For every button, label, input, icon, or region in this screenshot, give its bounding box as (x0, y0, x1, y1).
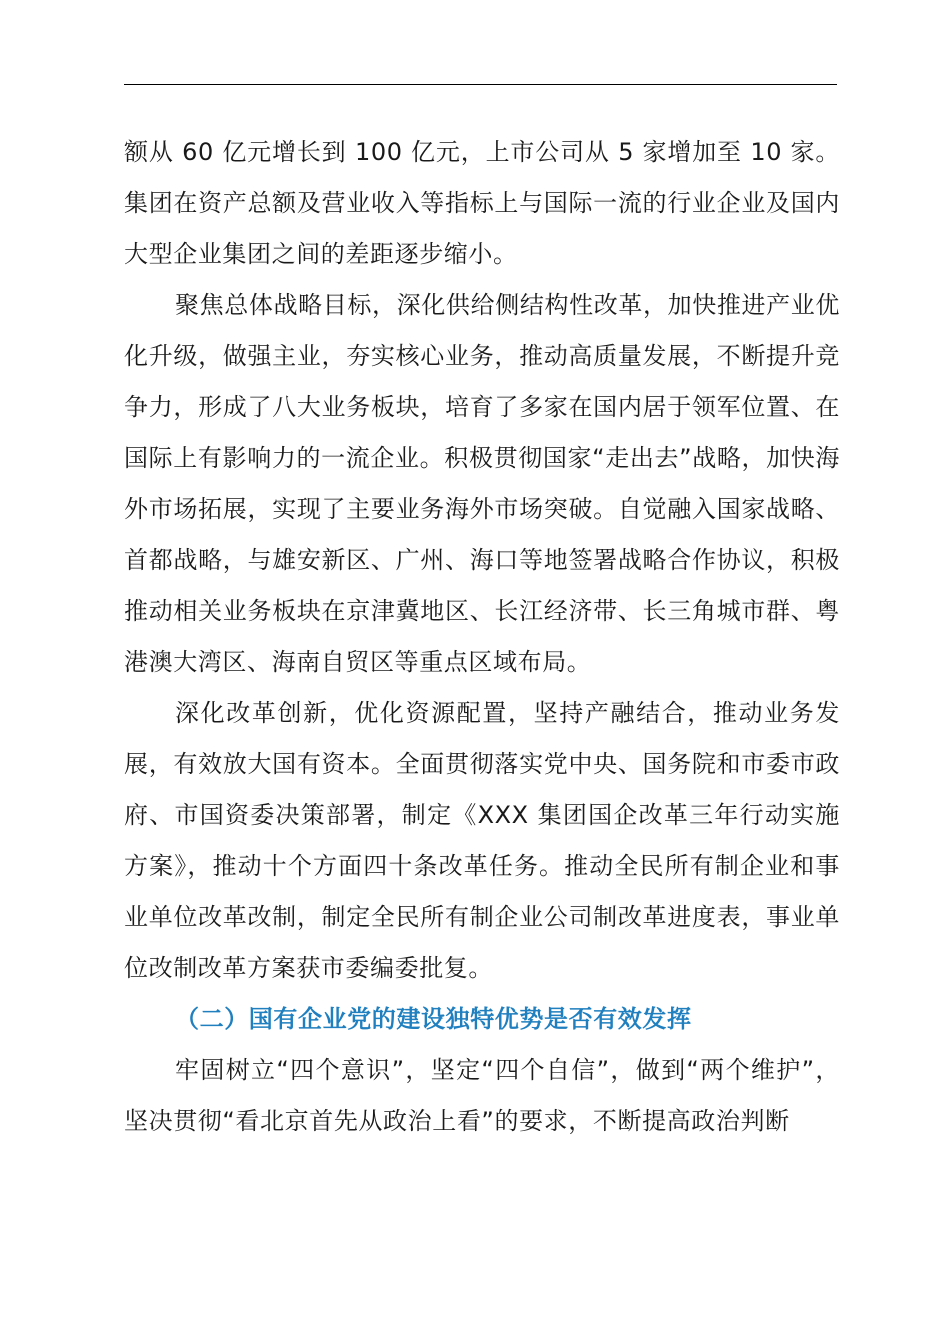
section-heading: （二）国有企业党的建设独特优势是否有效发挥 (175, 1005, 692, 1033)
paragraph-reform: 深化改革创新，优化资源配置，坚持产融结合，推动业务发展，有效放大国有资本。全面贯彻落实党中央、国务院和市委市政府、市国资委决策部署，制定《XXX 集团国企改革三年行动实施方案》，推动十个方面四十条改革任务。推动全民所有制企业和事业单位改革改制，制定全民所有制企业公司制改革进度表，事业单位改制改革方案获市委编委批复。 (124, 699, 840, 982)
paragraph-strategy: 聚焦总体战略目标，深化供给侧结构性改革，加快推进产业优化升级，做强主业，夯实核心业务，推动高质量发展，不断提升竞争力，形成了八大业务板块，培育了多家在国内居于领军位置、在国际上有影响力的一流企业。积极贯彻国家“走出去”战略，加快海外市场拓展，实现了主要业务海外市场突破。自觉融入国家战略、首都战略，与雄安新区、广州、海口等地签署战略合作协议，积极推动相关业务板块在京津冀地区、长江经济带、长三角城市群、粤港澳大湾区、海南自贸区等重点区域布局。 (124, 291, 840, 676)
header-rule (124, 84, 837, 85)
paragraph-closing: 牢固树立“四个意识”，坚定“四个自信”，做到“两个维护”，坚决贯彻“看北京首先从政治上看”的要求，不断提高政治判断 (124, 1056, 840, 1135)
paragraph-continuation: 额从 60 亿元增长到 100 亿元，上市公司从 5 家增加至 10 家。集团在资产总额及营业收入等指标上与国际一流的行业企业及国内大型企业集团之间的差距逐步缩小。 (124, 138, 840, 268)
document-body (124, 127, 840, 1147)
